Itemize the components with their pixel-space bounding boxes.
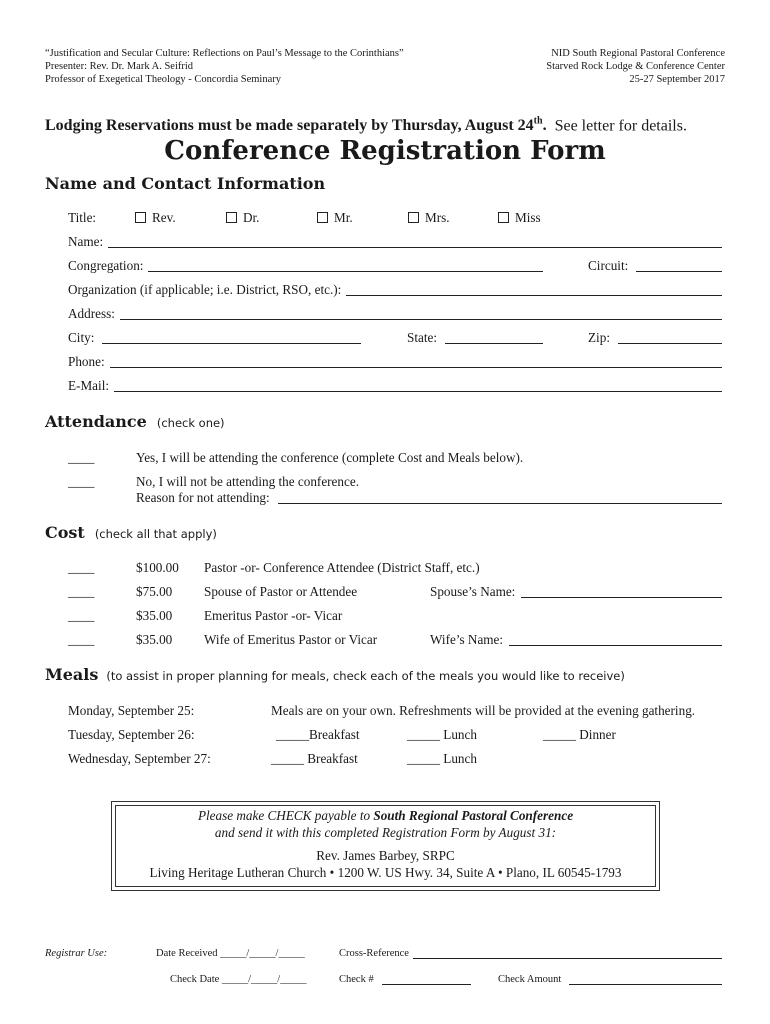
check-amount-row xyxy=(498,974,722,985)
header-venue: Starved Rock Lodge & Conference Center xyxy=(546,61,725,72)
attendance-heading: Attendance xyxy=(45,412,147,431)
title-option-label: Dr. xyxy=(243,210,260,225)
city-label: City: xyxy=(68,330,95,345)
checkbox-icon[interactable] xyxy=(226,212,237,223)
title-option-dr[interactable] xyxy=(226,210,259,226)
lodging-notice xyxy=(45,116,687,135)
title-option-label: Mrs. xyxy=(425,210,450,225)
organization-field[interactable] xyxy=(346,282,722,296)
cost-desc: Pastor -or- Conference Attendee (District Staff, etc.) xyxy=(204,560,480,575)
reason-label: Reason for not attending: xyxy=(136,490,270,505)
phone-row xyxy=(68,354,722,370)
header-right xyxy=(546,47,725,86)
congregation-row xyxy=(68,258,543,274)
cost-heading: Cost xyxy=(45,523,85,542)
lodging-deadline: Lodging Reservations must be made separately by Thursday, August 24 xyxy=(45,117,534,135)
city-field[interactable] xyxy=(102,330,361,344)
meals-header xyxy=(45,665,625,685)
meals-wednesday-label: Wednesday, September 27: xyxy=(68,751,211,766)
city-row xyxy=(68,330,361,346)
wife-name-field[interactable] xyxy=(509,632,722,646)
checkbox-icon[interactable] xyxy=(135,212,146,223)
meals-heading: Meals xyxy=(45,665,99,684)
attendance-no-blank[interactable]: ____ xyxy=(68,474,95,489)
check-number-row xyxy=(339,974,471,985)
zip-field[interactable] xyxy=(618,330,722,344)
organization-label: Organization (if applicable; i.e. District, RSO, etc.): xyxy=(68,282,342,297)
header-talk-title: “Justification and Secular Culture: Reflections on Paul’s Message to the Corinthians” xyxy=(45,48,404,59)
check-number-field[interactable] xyxy=(382,974,471,985)
lodging-note: See letter for details. xyxy=(554,117,687,135)
attendance-no-label: No, I will not be attending the conference. xyxy=(136,474,360,489)
cost-note: (check all that apply) xyxy=(94,527,217,541)
cost-desc: Wife of Emeritus Pastor or Vicar xyxy=(204,632,378,647)
check-amount-field[interactable] xyxy=(569,974,722,985)
address-field[interactable] xyxy=(120,306,722,320)
meals-monday-note: Meals are on your own. Refreshments will be provided at the evening gathering. xyxy=(271,703,696,718)
wife-name-label: Wife’s Name: xyxy=(430,632,504,647)
meals-monday-label: Monday, September 25: xyxy=(68,703,195,718)
state-field[interactable] xyxy=(445,330,543,344)
cost-price: $100.00 xyxy=(136,560,179,575)
meals-tuesday-breakfast[interactable]: _____Breakfast xyxy=(276,727,360,742)
form-title: Conference Registration Form xyxy=(164,136,606,166)
meals-note: (to assist in proper planning for meals, check each of the meals you would like to receive) xyxy=(106,669,625,683)
phone-field[interactable] xyxy=(110,354,722,368)
payment-recipient: Rev. James Barbey, SRPC xyxy=(316,848,455,863)
checkbox-icon[interactable] xyxy=(408,212,419,223)
attendance-yes-label: Yes, I will be attending the conference (complete Cost and Meals below). xyxy=(136,450,524,465)
spouse-name-row xyxy=(430,584,722,600)
congregation-label: Congregation: xyxy=(68,258,144,273)
meals-tuesday-label: Tuesday, September 26: xyxy=(68,727,195,742)
header-presenter: Presenter: Rev. Dr. Mark A. Seifrid xyxy=(45,61,194,72)
cost-desc: Spouse of Pastor or Attendee xyxy=(204,584,358,599)
payment-line-2: and send it with this completed Registration Form by August 31: xyxy=(214,825,557,840)
cost-blank[interactable]: ____ xyxy=(68,632,95,647)
name-row xyxy=(68,234,722,250)
attendance-yes-blank[interactable]: ____ xyxy=(68,450,95,465)
lodging-period: . xyxy=(542,117,547,135)
header-left xyxy=(45,47,404,86)
contact-heading: Name and Contact Information xyxy=(45,174,326,193)
date-received-field[interactable]: Date Received _____/_____/_____ xyxy=(156,948,305,959)
attendance-header xyxy=(45,412,225,432)
address-row xyxy=(68,306,722,322)
reason-field[interactable] xyxy=(278,490,722,504)
title-option-mrs[interactable] xyxy=(408,210,450,226)
state-label: State: xyxy=(407,330,438,345)
phone-label: Phone: xyxy=(68,354,105,369)
payment-payee: South Regional Pastoral Conference xyxy=(373,808,574,823)
header-presenter-role: Professor of Exegetical Theology - Concordia Seminary xyxy=(45,74,281,85)
registrar-label: Registrar Use: xyxy=(45,948,108,959)
meals-wednesday-breakfast[interactable]: _____ Breakfast xyxy=(271,751,358,766)
zip-row xyxy=(588,330,722,346)
address-label: Address: xyxy=(68,306,115,321)
meals-wednesday-lunch[interactable]: _____ Lunch xyxy=(407,751,477,766)
check-date-field[interactable]: Check Date _____/_____/_____ xyxy=(170,974,307,985)
cost-price: $35.00 xyxy=(136,608,173,623)
name-label: Name: xyxy=(68,234,104,249)
cost-header xyxy=(45,523,217,543)
meals-tuesday-lunch[interactable]: _____ Lunch xyxy=(407,727,477,742)
lodging-sup: th xyxy=(533,116,543,127)
title-option-rev[interactable] xyxy=(135,210,176,226)
circuit-label: Circuit: xyxy=(588,258,629,273)
email-field[interactable] xyxy=(114,378,722,392)
cost-blank[interactable]: ____ xyxy=(68,608,95,623)
email-label: E-Mail: xyxy=(68,378,110,393)
circuit-row xyxy=(588,258,722,274)
title-option-mr[interactable] xyxy=(317,210,353,226)
attendance-note: (check one) xyxy=(156,416,225,430)
cost-price: $75.00 xyxy=(136,584,173,599)
header-conference: NID South Regional Pastoral Conference xyxy=(551,48,725,59)
checkbox-icon[interactable] xyxy=(498,212,509,223)
title-label: Title: xyxy=(68,210,97,225)
cost-blank[interactable]: ____ xyxy=(68,560,95,575)
cross-reference-row xyxy=(339,948,722,959)
cross-reference-field[interactable] xyxy=(413,948,722,959)
check-number-label: Check # xyxy=(339,974,374,985)
wife-name-row xyxy=(430,632,722,648)
check-amount-label: Check Amount xyxy=(498,974,562,985)
meals-tuesday-dinner[interactable]: _____ Dinner xyxy=(543,727,616,742)
congregation-field[interactable] xyxy=(148,258,543,272)
organization-row xyxy=(68,282,722,298)
state-row xyxy=(407,330,543,346)
email-row xyxy=(68,378,722,394)
payment-instruction: Please make CHECK payable to xyxy=(197,808,374,823)
cost-blank[interactable]: ____ xyxy=(68,584,95,599)
spouse-name-field[interactable] xyxy=(521,584,722,598)
title-option-label: Rev. xyxy=(152,210,176,225)
name-field[interactable] xyxy=(108,234,722,248)
spouse-name-label: Spouse’s Name: xyxy=(430,584,516,599)
title-option-miss[interactable] xyxy=(498,210,541,226)
zip-label: Zip: xyxy=(588,330,610,345)
title-option-label: Mr. xyxy=(334,210,353,225)
cost-desc: Emeritus Pastor -or- Vicar xyxy=(204,608,343,623)
cross-reference-label: Cross-Reference xyxy=(339,948,409,959)
title-option-label: Miss xyxy=(515,210,541,225)
reason-row xyxy=(136,490,722,506)
circuit-field[interactable] xyxy=(636,258,722,272)
header-dates: 25-27 September 2017 xyxy=(629,74,725,85)
payment-address: Living Heritage Lutheran Church • 1200 W. US Hwy. 34, Suite A • Plano, IL 60545-1793 xyxy=(149,865,622,880)
payment-line-1 xyxy=(111,808,660,824)
cost-price: $35.00 xyxy=(136,632,173,647)
checkbox-icon[interactable] xyxy=(317,212,328,223)
